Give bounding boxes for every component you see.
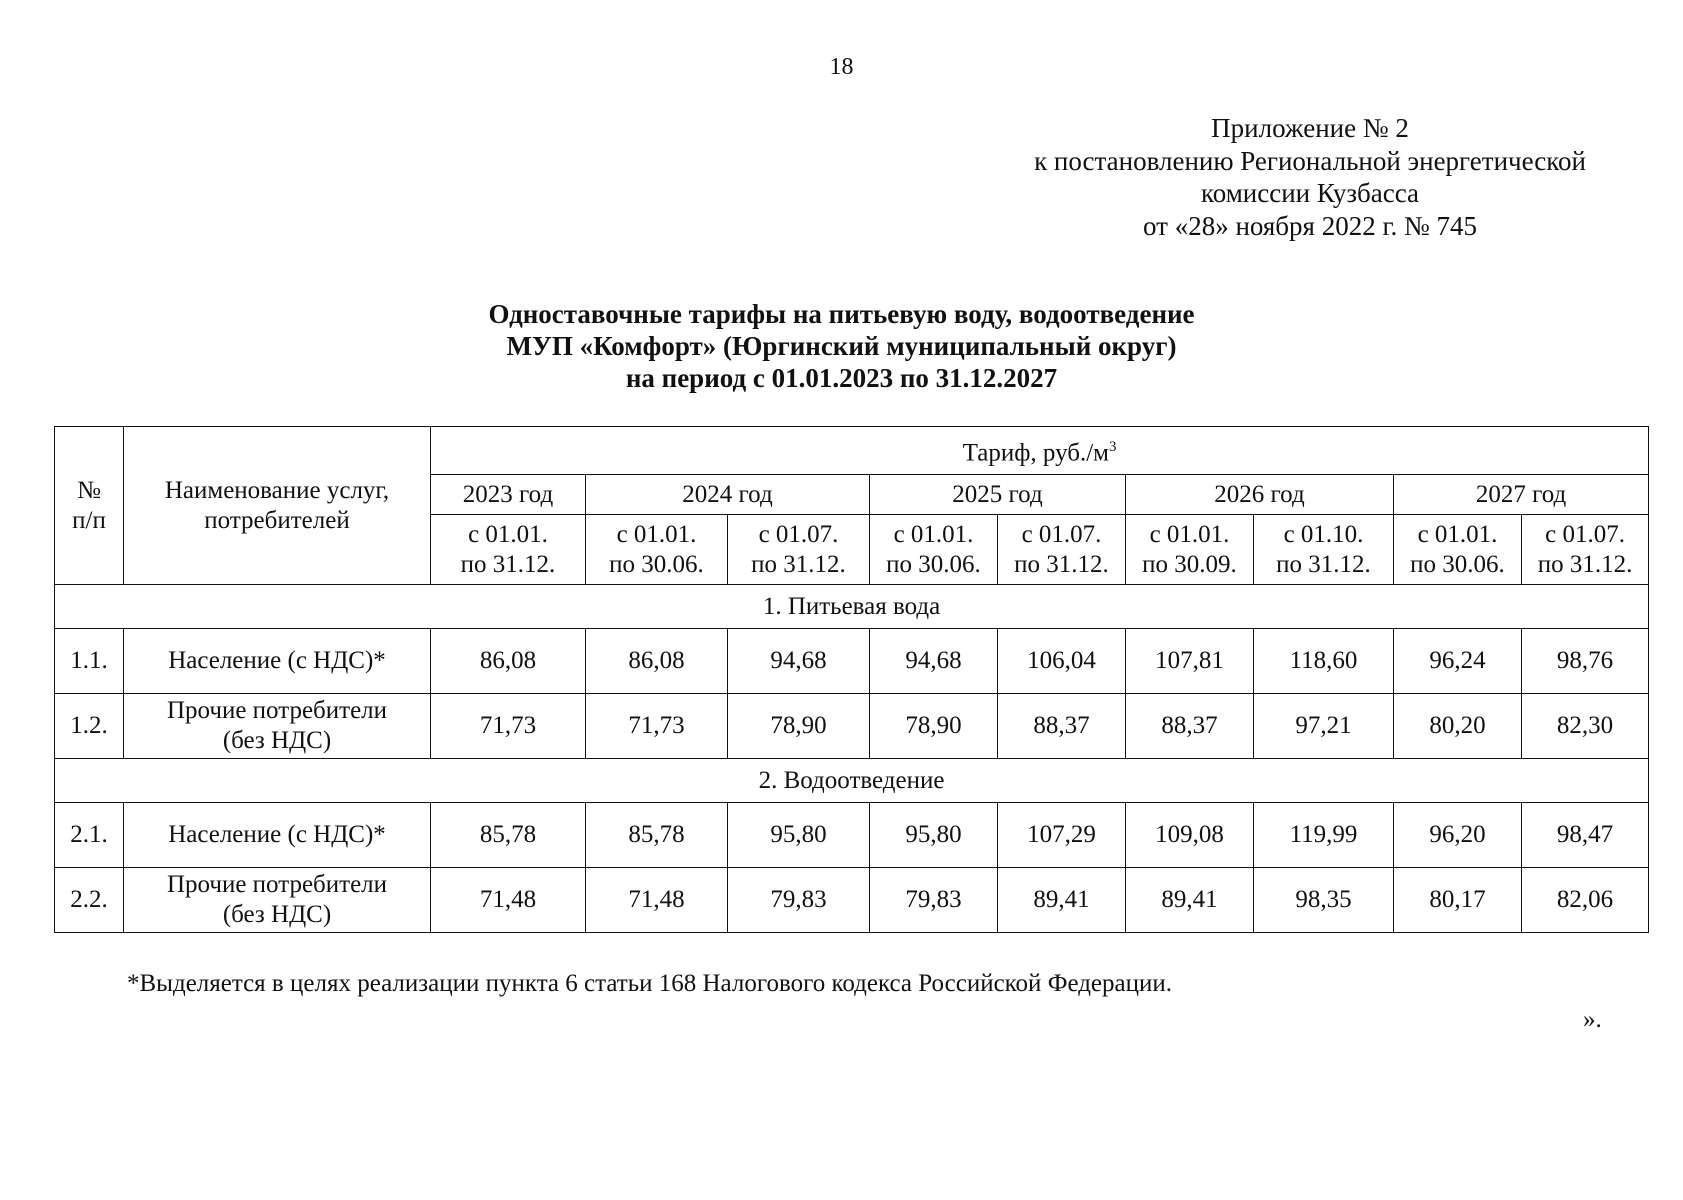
section-row (55, 759, 1649, 803)
header-period (431, 515, 586, 585)
tariff-value: 94,68 (870, 629, 998, 694)
header-period-line: с 01.07. (1021, 520, 1102, 548)
header-period (586, 515, 728, 585)
header-period-line: с 01.01. (468, 520, 548, 548)
header-period (1522, 515, 1649, 585)
appendix-line: к постановлению Региональной энергетической (1034, 145, 1586, 176)
header-period (1394, 515, 1522, 585)
tariff-value: 96,24 (1394, 629, 1522, 694)
tariff-value: 71,48 (586, 868, 728, 933)
row-name (124, 694, 431, 759)
tariff-value: 95,80 (870, 803, 998, 868)
header-period-line: по 31.12. (1537, 550, 1633, 578)
row-name (124, 629, 431, 694)
tariff-value: 89,41 (998, 868, 1126, 933)
title-line: на период с 01.01.2023 по 31.12.2027 (625, 363, 1058, 393)
tariff-table (54, 426, 1649, 933)
header-period (870, 515, 998, 585)
tariff-value: 78,90 (870, 694, 998, 759)
header-num-line: № (77, 476, 101, 504)
tariff-value: 106,04 (998, 629, 1126, 694)
appendix-line: от «28» ноября 2022 г. № 745 (1143, 210, 1477, 241)
header-period-line: по 30.09. (1142, 550, 1237, 578)
tariff-value: 85,78 (431, 803, 586, 868)
header-period (1126, 515, 1254, 585)
row-name-line: (без НДС) (222, 901, 332, 928)
tariff-value: 82,30 (1522, 694, 1649, 759)
tariff-value: 71,73 (586, 694, 728, 759)
header-period-line: по 30.06. (1410, 550, 1505, 578)
row-name-line: Население (с НДС)* (168, 647, 386, 674)
header-year: 2023 год (431, 475, 586, 515)
header-num-line: п/п (72, 506, 106, 534)
tariff-value: 107,29 (998, 803, 1126, 868)
tariff-value: 96,20 (1394, 803, 1522, 868)
header-year: 2025 год (870, 475, 1126, 515)
row-name-line: Прочие потребители (166, 697, 388, 724)
tariff-value: 82,06 (1522, 868, 1649, 933)
header-period-line: по 31.12. (1014, 550, 1109, 578)
appendix-line: комиссии Кузбасса (1200, 178, 1420, 208)
row-name-line: Население (с НДС)* (168, 821, 386, 848)
header-period-line: по 30.06. (609, 550, 704, 578)
tariff-value: 118,60 (1254, 629, 1394, 694)
tariff-value: 95,80 (728, 803, 870, 868)
tariff-value: 79,83 (870, 868, 998, 933)
header-period-line: по 31.12. (1276, 550, 1371, 578)
header-period-line: с 01.01. (616, 520, 697, 548)
table-row (55, 868, 1649, 933)
tariff-value: 79,83 (728, 868, 870, 933)
tariff-value: 86,08 (586, 629, 728, 694)
tariff-value: 89,41 (1126, 868, 1254, 933)
header-name-line: потребителей (204, 506, 350, 534)
section-title: 2. Водоотведение (55, 759, 1649, 803)
header-period-line: с 01.07. (1545, 520, 1625, 548)
row-name (124, 803, 431, 868)
tariff-value: 88,37 (1126, 694, 1254, 759)
tariff-value: 85,78 (586, 803, 728, 868)
header-period-line: с 01.01. (1417, 520, 1498, 548)
header-name (124, 427, 431, 585)
header-name-line: Наименование услуг, (164, 476, 390, 504)
tariff-value: 80,20 (1394, 694, 1522, 759)
tariff-value: 98,47 (1522, 803, 1649, 868)
header-year: 2024 год (586, 475, 870, 515)
header-period-line: по 31.12. (460, 550, 556, 578)
title-line: МУП «Комфорт» (Юргинский муниципальный округ) (506, 331, 1177, 361)
header-year: 2026 год (1126, 475, 1394, 515)
header-num (55, 427, 124, 585)
tariff-value: 97,21 (1254, 694, 1394, 759)
tariff-value: 71,48 (431, 868, 586, 933)
header-period-line: с 01.01. (1149, 520, 1230, 548)
table-row (55, 803, 1649, 868)
header-period-line: по 30.06. (886, 550, 981, 578)
appendix-line: Приложение № 2 (1211, 113, 1409, 143)
tariff-value: 88,37 (998, 694, 1126, 759)
header-tariff (431, 427, 1649, 475)
header-period-line: по 31.12. (751, 550, 846, 578)
tariff-value: 109,08 (1126, 803, 1254, 868)
footnote: *Выделяется в целях реализации пункта 6 статьи 168 Налогового кодекса Российской Федерации. (127, 970, 1173, 997)
table-row (55, 629, 1649, 694)
row-name (124, 868, 431, 933)
document-title (0, 298, 1683, 394)
title-line: Одноставочные тарифы на питьевую воду, водоотведение (488, 299, 1195, 329)
row-name-line: Прочие потребители (166, 871, 388, 898)
header-period-line: с 01.10. (1283, 520, 1364, 548)
row-name-line: (без НДС) (222, 727, 332, 754)
tariff-value: 94,68 (728, 629, 870, 694)
closing-quote: ». (1583, 1006, 1602, 1033)
header-tariff-sup: 3 (1108, 439, 1117, 456)
header-period (728, 515, 870, 585)
section-title: 1. Питьевая вода (55, 585, 1649, 629)
row-number: 1.2. (55, 694, 124, 759)
page-number: 18 (829, 54, 854, 80)
row-number: 2.1. (55, 803, 124, 868)
header-period (1254, 515, 1394, 585)
tariff-value: 98,35 (1254, 868, 1394, 933)
header-year: 2027 год (1394, 475, 1649, 515)
tariff-value: 98,76 (1522, 629, 1649, 694)
header-period-line: с 01.01. (893, 520, 974, 548)
table-row (55, 694, 1649, 759)
tariff-value: 107,81 (1126, 629, 1254, 694)
row-number: 1.1. (55, 629, 124, 694)
appendix-block (1000, 112, 1620, 242)
tariff-value: 86,08 (431, 629, 586, 694)
header-period (998, 515, 1126, 585)
row-number: 2.2. (55, 868, 124, 933)
header-tariff-label: Тариф, руб./м (962, 439, 1109, 467)
tariff-value: 78,90 (728, 694, 870, 759)
section-row (55, 585, 1649, 629)
header-period-line: с 01.07. (758, 520, 839, 548)
tariff-value: 71,73 (431, 694, 586, 759)
tariff-value: 80,17 (1394, 868, 1522, 933)
tariff-value: 119,99 (1254, 803, 1394, 868)
